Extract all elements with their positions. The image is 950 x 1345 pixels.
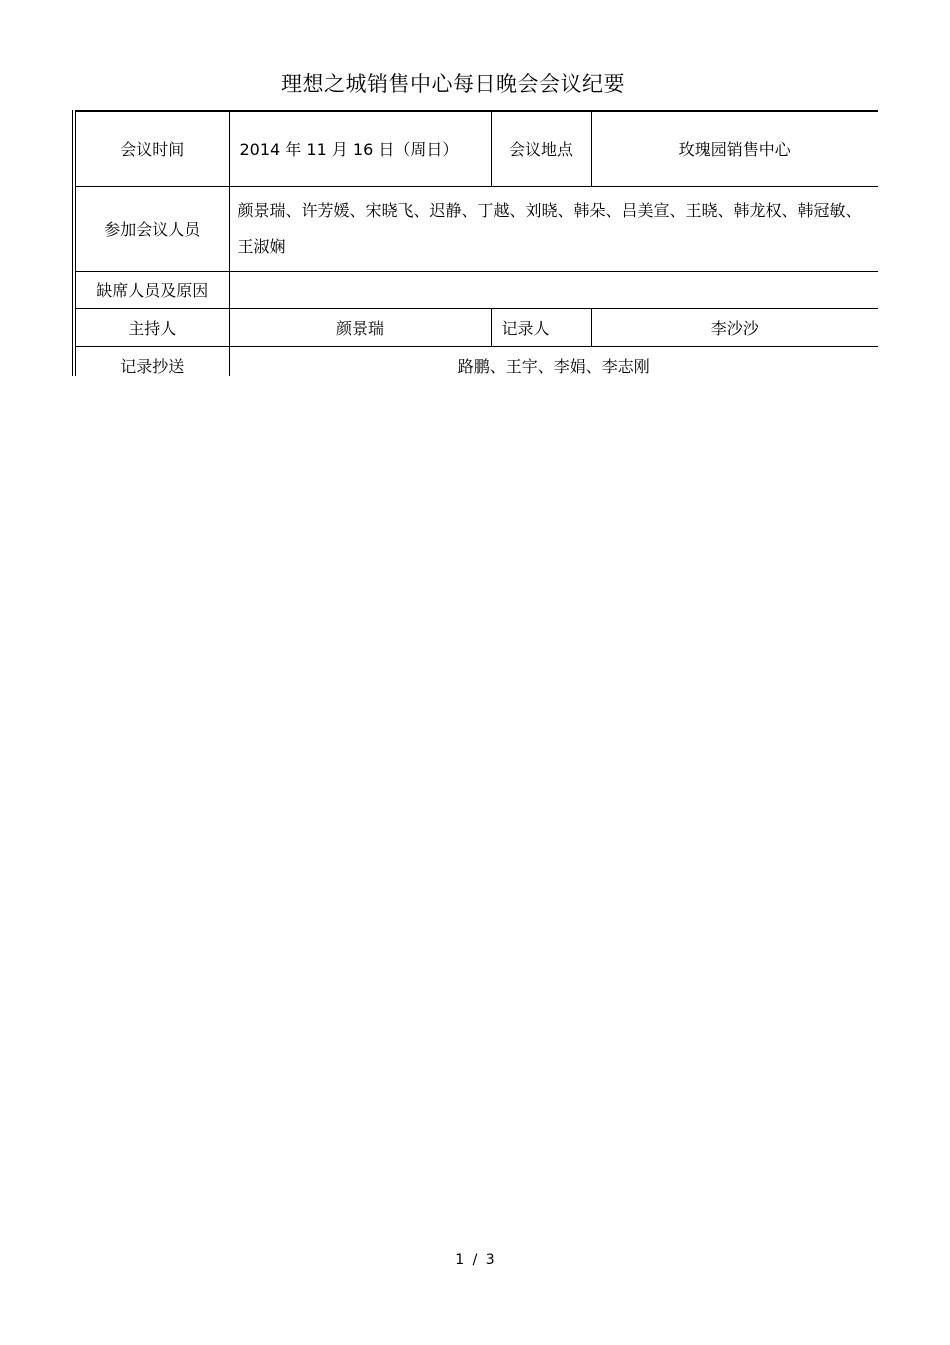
recorder-value: 李沙沙	[591, 308, 878, 346]
recorder-label: 记录人	[491, 308, 591, 346]
cc-label: 记录抄送	[74, 346, 229, 376]
absentees-value	[229, 271, 878, 308]
page-number: 1 / 3	[455, 1252, 495, 1268]
meeting-info-table	[72, 110, 878, 376]
table-row-host	[74, 308, 878, 346]
host-value: 颜景瑞	[229, 308, 491, 346]
table-row-meeting-time	[74, 111, 878, 186]
attendees-value: 颜景瑞、许芳媛、宋晓飞、迟静、丁越、刘晓、韩朵、吕美宣、王晓、韩龙权、韩冠敏、王淑娴	[229, 186, 878, 271]
meeting-time-label: 会议时间	[74, 111, 229, 186]
absentees-label: 缺席人员及原因	[74, 271, 229, 308]
meeting-place-label: 会议地点	[491, 111, 591, 186]
table-row-absentees	[74, 271, 878, 308]
host-label: 主持人	[74, 308, 229, 346]
table-row-attendees	[74, 186, 878, 271]
attendees-label: 参加会议人员	[74, 186, 229, 271]
document-title: 理想之城销售中心每日晚会会议纪要	[281, 72, 625, 96]
meeting-time-value: 2014 年 11 月 16 日（周日）	[229, 111, 491, 186]
cc-value: 路鹏、王宇、李娟、李志刚	[229, 346, 878, 376]
meeting-place-value: 玫瑰园销售中心	[591, 111, 878, 186]
table-row-cc	[74, 346, 878, 376]
minutes-table-wrapper	[72, 110, 878, 376]
